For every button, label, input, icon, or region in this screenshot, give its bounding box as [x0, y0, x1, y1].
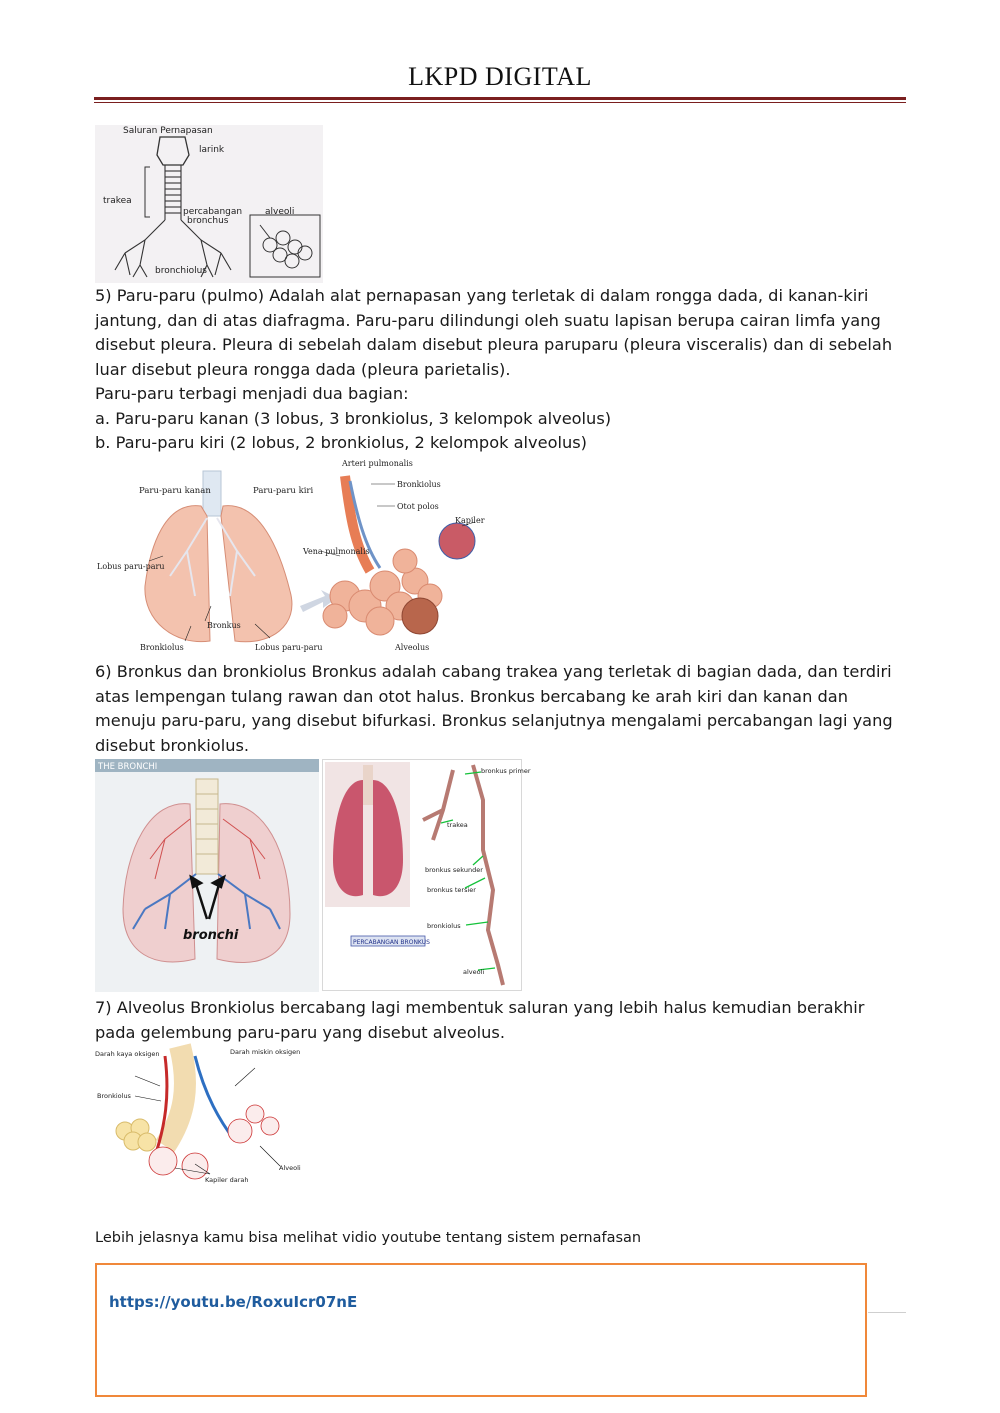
fig1-label-bronchiolus: bronchiolus [155, 266, 207, 276]
section-5-line: Paru-paru terbagi menjadi dua bagian: [95, 384, 409, 403]
fig3-banner: THE BRONCHI [98, 762, 158, 772]
fig4-caption: PERCABANGAN BRONKUS [353, 939, 430, 946]
bronchi-diagram [95, 759, 319, 992]
fig5-label-alveoli: Alveoli [279, 1164, 301, 1172]
fig2-label-otot: Otot polos [397, 502, 439, 511]
fig2-label-kiri: Paru-paru kiri [253, 486, 314, 496]
fig1-label-alveoli: alveoli [265, 207, 295, 217]
fig1-label-percabangan: percabangan [183, 207, 243, 217]
youtube-link[interactable]: https://youtu.be/RoxuIcr07nE [109, 1293, 358, 1311]
link-box [95, 1263, 867, 1397]
header-rule-thin [94, 102, 906, 103]
fig5-label-kapiler: Kapiler darah [205, 1176, 249, 1184]
fig2-label-lobus2: Lobus paru-paru [255, 643, 323, 652]
section-5-line: luar disebut pleura rongga dada (pleura parietalis). [95, 359, 511, 379]
fig2-label-kapiler: Kapiler [455, 516, 485, 525]
fig5-label-miskin: Darah miskin oksigen [230, 1048, 301, 1056]
section-6-line: disebut bronkiolus. [95, 735, 250, 755]
respiratory-tract-diagram [95, 125, 323, 283]
fig5-label-kaya: Darah kaya oksigen [95, 1050, 160, 1058]
fig4-label-sekunder: bronkus sekunder [425, 866, 483, 874]
fig1-label-title: Saluran Pernapasan [123, 126, 213, 136]
section-6-paragraph [95, 660, 905, 758]
fig4-label-alveoli: alveoli [463, 968, 485, 976]
fig2-label-lobus: Lobus paru-paru [97, 562, 165, 571]
fig2-label-alveolus: Alveolus [395, 643, 430, 652]
fig2-label-vena: Vena pulmonalis [303, 547, 370, 556]
section-5-paragraph [95, 284, 905, 456]
section-6-line: 6) Bronkus dan bronkiolus Bronkus adalah cabang trakea yang terletak di bagian dada, dan terdiri [95, 662, 892, 681]
fig2-label-bronkiolus: Bronkiolus [140, 643, 184, 652]
youtube-note: Lebih jelasnya kamu bisa melihat vidio youtube tentang sistem pernafasan [95, 1230, 642, 1246]
section-5-line: jantung, dan di atas diafragma. Paru-paru dilindungi oleh suatu lapisan berupa cairan limfa yang [95, 310, 881, 330]
lungs-anatomy-diagram [95, 456, 490, 656]
alveoli-diagram [95, 1046, 310, 1190]
fig1-label-larink: larink [199, 145, 225, 155]
header-rule [94, 97, 906, 100]
section-6-line: menuju paru-paru, yang disebut bifurkasi. Bronkus selanjutnya mengalami percabangan lagi yang [95, 711, 893, 730]
section-5-line: disebut pleura. Pleura di sebelah dalam disebut pleura paruparu (pleura visceralis) dan di sebelah [95, 335, 893, 354]
fig5-label-bronkiolus: Bronkiolus [97, 1092, 131, 1100]
fig2-label-arteri: Arteri pulmonalis [342, 459, 413, 468]
fig4-label-tersier: bronkus tersier [427, 886, 476, 894]
fig1-label-bronchus: bronchus [187, 216, 229, 226]
section-5-line: 5) Paru-paru (pulmo) Adalah alat pernapasan yang terletak di dalam rongga dada, di kanan-kiri [95, 286, 869, 305]
fig4-label-bronkiolus: bronkiolus [427, 922, 461, 930]
fig4-label-primer: bronkus primer [481, 767, 531, 775]
fig3-caption: bronchi [183, 928, 239, 943]
section-5-line: a. Paru-paru kanan (3 lobus, 3 bronkiolus, 3 kelompok alveolus) [95, 408, 612, 428]
fig1-label-trakea: trakea [103, 196, 132, 206]
section-7-line: pada gelembung paru-paru yang disebut alveolus. [95, 1022, 505, 1042]
fig2-label-kanan: Paru-paru kanan [139, 486, 211, 496]
section-7-paragraph [95, 996, 905, 1045]
section-5-line: b. Paru-paru kiri (2 lobus, 2 bronkiolus, 2 kelompok alveolus) [95, 433, 587, 452]
section-6-line: atas lempengan tulang rawan dan otot halus. Bronkus bercabang ke arah kiri dan kanan dan [95, 686, 848, 706]
footer-rule [868, 1312, 906, 1313]
bronchial-branching-diagram [322, 759, 531, 991]
section-7-line: 7) Alveolus Bronkiolus bercabang lagi membentuk saluran yang lebih halus kemudian berakhir [95, 998, 865, 1017]
fig2-label-bronkiolus2: Bronkiolus [397, 480, 441, 489]
page-title: LKPD DIGITAL [408, 62, 592, 91]
fig4-label-trakea: trakea [447, 821, 468, 829]
fig2-label-bronkus: Bronkus [207, 621, 241, 630]
